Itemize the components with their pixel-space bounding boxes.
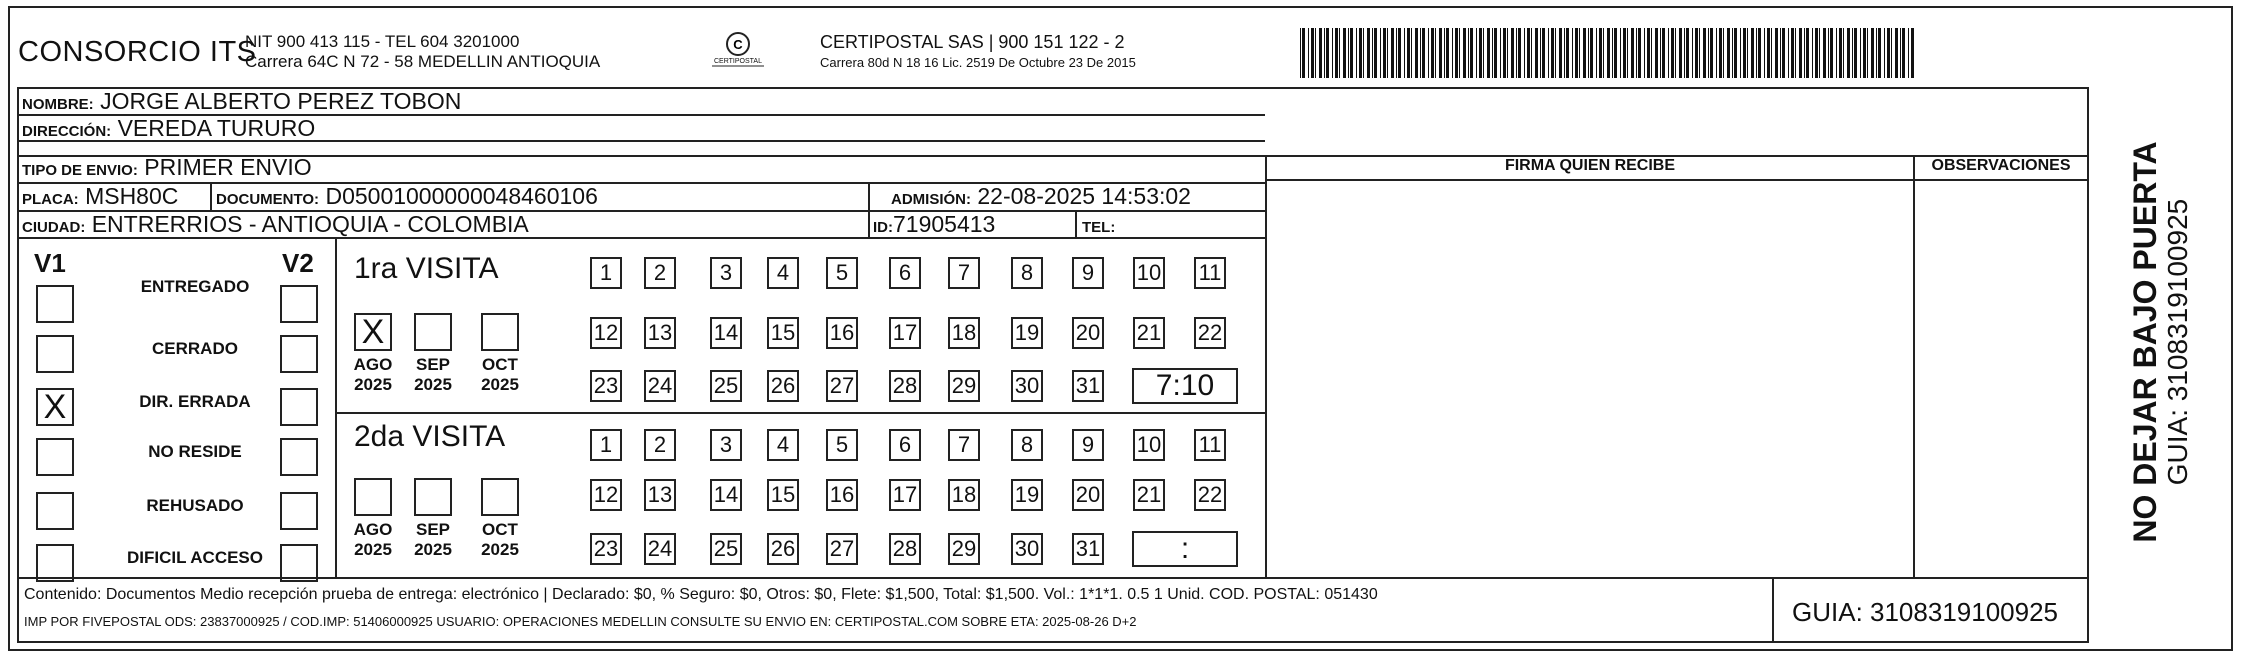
documento-label: DOCUMENTO: bbox=[216, 191, 320, 208]
day-box[interactable]: 5 bbox=[826, 429, 858, 461]
day-box[interactable]: 18 bbox=[948, 317, 980, 349]
day-box[interactable]: 29 bbox=[948, 533, 980, 565]
tipo-value: PRIMER ENVIO bbox=[144, 154, 312, 180]
time-box[interactable]: 7:10 bbox=[1132, 368, 1238, 404]
day-box[interactable]: 30 bbox=[1011, 370, 1043, 402]
day-box[interactable]: 26 bbox=[767, 533, 799, 565]
nombre-label: NOMBRE: bbox=[22, 96, 94, 113]
certipostal-line: CERTIPOSTAL SAS | 900 151 122 - 2 bbox=[820, 32, 1125, 52]
day-box[interactable]: 19 bbox=[1011, 317, 1043, 349]
side-warning: NO DEJAR BAJO PUERTA bbox=[2127, 141, 2163, 543]
day-box[interactable]: 8 bbox=[1011, 257, 1043, 289]
v2-header: V2 bbox=[282, 248, 314, 278]
day-box[interactable]: 1 bbox=[590, 429, 622, 461]
day-box[interactable]: 11 bbox=[1194, 429, 1226, 461]
ciudad-label: CIUDAD: bbox=[22, 219, 86, 236]
day-box[interactable]: 9 bbox=[1072, 429, 1104, 461]
day-box[interactable]: 3 bbox=[710, 429, 742, 461]
day-box[interactable]: 31 bbox=[1072, 370, 1104, 402]
day-box[interactable]: 6 bbox=[889, 429, 921, 461]
month-checkbox[interactable] bbox=[481, 313, 519, 351]
tel-field bbox=[1082, 211, 1115, 238]
status-label: DIR. ERRADA bbox=[139, 392, 251, 411]
footer-contents: Contenido: Documentos Medio recepción prueba de entrega: electrónico | Declarado: $0, % Seguro: $0, Otros: $0, Flete: $1,500, Total: $1,500. Vol.: 1*1*1. 0.5 1 Unid. COD. POSTAL: 051430 bbox=[24, 586, 1378, 603]
day-box[interactable]: 1 bbox=[590, 257, 622, 289]
admision-value: 22-08-2025 14:53:02 bbox=[977, 183, 1191, 209]
direccion-label: DIRECCIÓN: bbox=[22, 123, 112, 140]
month-year: 2025 bbox=[414, 540, 452, 559]
v2-checkbox[interactable] bbox=[280, 492, 318, 530]
day-box[interactable]: 25 bbox=[710, 370, 742, 402]
footer-guia: GUIA: 3108319100925 bbox=[1792, 597, 2058, 627]
day-box[interactable]: 24 bbox=[644, 533, 676, 565]
placa-value: MSH80C bbox=[85, 183, 179, 209]
day-box[interactable]: 22 bbox=[1194, 479, 1226, 511]
day-box[interactable]: 7 bbox=[948, 429, 980, 461]
day-box[interactable]: 28 bbox=[889, 533, 921, 565]
day-box[interactable]: 11 bbox=[1194, 257, 1226, 289]
day-box[interactable]: 23 bbox=[590, 370, 622, 402]
day-box[interactable]: 4 bbox=[767, 257, 799, 289]
v2-checkbox[interactable] bbox=[280, 285, 318, 323]
day-box[interactable]: 10 bbox=[1133, 429, 1165, 461]
admision-label: ADMISIÓN: bbox=[891, 191, 971, 208]
month-year: 2025 bbox=[354, 375, 392, 394]
day-box[interactable]: 5 bbox=[826, 257, 858, 289]
day-box[interactable]: 6 bbox=[889, 257, 921, 289]
side-text bbox=[2127, 82, 2197, 602]
day-box[interactable]: 28 bbox=[889, 370, 921, 402]
v2-checkbox[interactable] bbox=[280, 438, 318, 476]
id-label: ID: bbox=[873, 219, 893, 236]
observaciones-header: OBSERVACIONES bbox=[1931, 157, 2071, 174]
month-label: AGO bbox=[353, 355, 393, 374]
ciudad-value: ENTRERRIOS - ANTIOQUIA - COLOMBIA bbox=[91, 211, 529, 237]
v1-header: V1 bbox=[34, 248, 66, 278]
v2-checkbox[interactable] bbox=[280, 388, 318, 426]
id-value: 71905413 bbox=[893, 211, 996, 237]
day-box[interactable]: 29 bbox=[948, 370, 980, 402]
placa-label: PLACA: bbox=[22, 191, 79, 208]
day-box[interactable]: 16 bbox=[826, 317, 858, 349]
day-box[interactable]: 2 bbox=[644, 429, 676, 461]
status-label: DIFICIL ACCESO bbox=[126, 548, 263, 567]
logo-text: CERTIPOSTAL bbox=[714, 58, 762, 65]
day-box[interactable]: 13 bbox=[644, 317, 676, 349]
status-label: ENTREGADO bbox=[140, 277, 250, 296]
tipo-field bbox=[22, 154, 312, 181]
certipostal-address: Carrera 80d N 18 16 Lic. 2519 De Octubre 23 De 2015 bbox=[820, 55, 1136, 70]
month-year: 2025 bbox=[354, 540, 392, 559]
month-checkbox[interactable] bbox=[414, 313, 452, 351]
direccion-field bbox=[22, 115, 315, 142]
day-box[interactable]: 17 bbox=[889, 479, 921, 511]
admision-field bbox=[891, 183, 1191, 210]
day-box[interactable]: 20 bbox=[1072, 479, 1104, 511]
day-box[interactable]: 19 bbox=[1011, 479, 1043, 511]
day-box[interactable]: 23 bbox=[590, 533, 622, 565]
nombre-field bbox=[22, 88, 461, 115]
status-label: REHUSADO bbox=[146, 496, 244, 515]
month-label: OCT bbox=[482, 520, 518, 539]
month-checkbox[interactable]: X bbox=[354, 313, 392, 351]
day-box[interactable]: 24 bbox=[644, 370, 676, 402]
day-box[interactable]: 15 bbox=[767, 479, 799, 511]
status-label: CERRADO bbox=[152, 339, 238, 358]
day-box[interactable]: 25 bbox=[710, 533, 742, 565]
visita1-title: 1ra VISITA bbox=[354, 252, 499, 285]
day-box[interactable]: 27 bbox=[826, 370, 858, 402]
v1-checkbox[interactable] bbox=[36, 438, 74, 476]
day-box[interactable]: 20 bbox=[1072, 317, 1104, 349]
month-year: 2025 bbox=[481, 540, 519, 559]
month-year: 2025 bbox=[481, 375, 519, 394]
day-box[interactable]: 10 bbox=[1133, 257, 1165, 289]
documento-value: D05001000000048460106 bbox=[325, 183, 598, 209]
footer-print-info: IMP POR FIVEPOSTAL ODS: 23837000925 / COD.IMP: 51406000925 USUARIO: OPERACIONES MEDELLIN CONSULTE SU ENVIO EN: CERTIPOSTAL.COM SOBRE ETA: 2025-08-26 D+2 bbox=[24, 614, 1137, 629]
day-box[interactable]: 3 bbox=[710, 257, 742, 289]
v2-checkbox[interactable] bbox=[280, 544, 318, 582]
v2-checkbox[interactable] bbox=[280, 335, 318, 373]
day-box[interactable]: 15 bbox=[767, 317, 799, 349]
month-label: SEP bbox=[415, 355, 451, 374]
v1-checkbox[interactable]: X bbox=[36, 388, 74, 426]
day-box[interactable]: 21 bbox=[1133, 317, 1165, 349]
day-box[interactable]: 12 bbox=[590, 479, 622, 511]
time-box[interactable]: : bbox=[1132, 531, 1238, 567]
status-label: NO RESIDE bbox=[148, 442, 242, 461]
v1-checkbox[interactable] bbox=[36, 335, 74, 373]
nombre-value: JORGE ALBERTO PEREZ TOBON bbox=[100, 88, 462, 114]
certipostal-logo bbox=[708, 28, 768, 72]
day-box[interactable]: 26 bbox=[767, 370, 799, 402]
day-box[interactable]: 22 bbox=[1194, 317, 1226, 349]
day-box[interactable]: 2 bbox=[644, 257, 676, 289]
tel-label: TEL: bbox=[1082, 219, 1116, 236]
day-box[interactable]: 16 bbox=[826, 479, 858, 511]
day-box[interactable]: 30 bbox=[1011, 533, 1043, 565]
day-box[interactable]: 4 bbox=[767, 429, 799, 461]
day-box[interactable]: 7 bbox=[948, 257, 980, 289]
month-label: OCT bbox=[482, 355, 518, 374]
month-checkbox[interactable] bbox=[481, 478, 519, 516]
v1-checkbox[interactable] bbox=[36, 492, 74, 530]
month-label: SEP bbox=[415, 520, 451, 539]
day-box[interactable]: 31 bbox=[1072, 533, 1104, 565]
day-box[interactable]: 12 bbox=[590, 317, 622, 349]
day-box[interactable]: 27 bbox=[826, 533, 858, 565]
v1-checkbox[interactable] bbox=[36, 544, 74, 582]
tipo-label: TIPO DE ENVIO: bbox=[22, 162, 138, 179]
month-year: 2025 bbox=[414, 375, 452, 394]
side-guia: GUIA: 3108319100925 bbox=[2162, 198, 2193, 486]
day-box[interactable]: 14 bbox=[710, 479, 742, 511]
barcode bbox=[1300, 28, 1920, 83]
company-nit: NIT 900 413 115 - TEL 604 3201000 bbox=[245, 32, 520, 51]
day-box[interactable]: 21 bbox=[1133, 479, 1165, 511]
documento-field bbox=[216, 183, 598, 210]
day-box[interactable]: 18 bbox=[948, 479, 980, 511]
day-box[interactable]: 9 bbox=[1072, 257, 1104, 289]
company-name: CONSORCIO ITS bbox=[18, 36, 257, 68]
day-box[interactable]: 13 bbox=[644, 479, 676, 511]
v1-checkbox[interactable] bbox=[36, 285, 74, 323]
ciudad-field bbox=[22, 211, 529, 238]
id-field bbox=[873, 211, 995, 238]
month-label: AGO bbox=[353, 520, 393, 539]
day-box[interactable]: 17 bbox=[889, 317, 921, 349]
month-checkbox[interactable] bbox=[414, 478, 452, 516]
placa-field bbox=[22, 183, 178, 210]
visita2-title: 2da VISITA bbox=[354, 420, 506, 453]
svg-text:C: C bbox=[733, 37, 743, 52]
day-box[interactable]: 8 bbox=[1011, 429, 1043, 461]
direccion-value: VEREDA TURURO bbox=[117, 115, 316, 141]
company-address: Carrera 64C N 72 - 58 MEDELLIN ANTIOQUIA bbox=[245, 52, 601, 71]
day-box[interactable]: 14 bbox=[710, 317, 742, 349]
month-checkbox[interactable] bbox=[354, 478, 392, 516]
firma-header: FIRMA QUIEN RECIBE bbox=[1504, 157, 1676, 174]
